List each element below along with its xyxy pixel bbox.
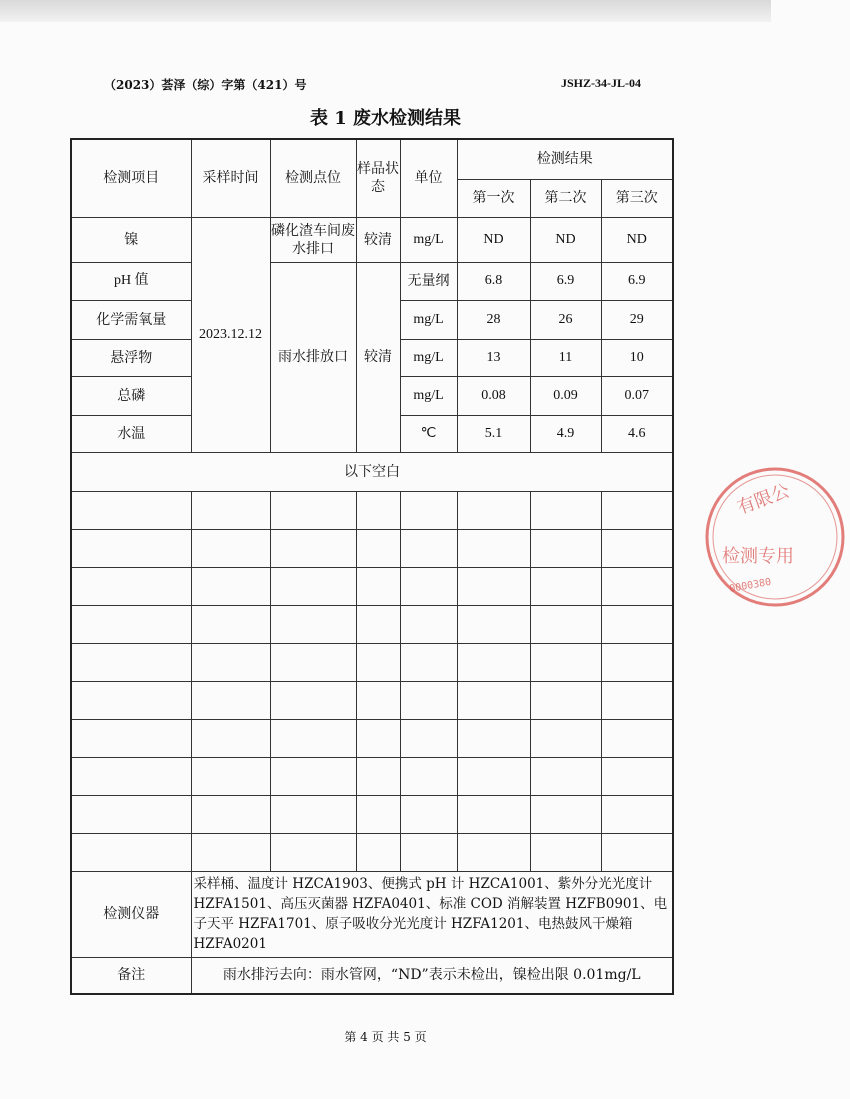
empty-row xyxy=(71,795,673,833)
item-cell: 化学需氧量 xyxy=(71,300,191,339)
empty-row xyxy=(71,643,673,681)
result-cell: 29 xyxy=(601,300,673,339)
header-results: 检测结果 xyxy=(457,139,673,179)
table-row xyxy=(71,262,673,300)
rain-point-cell: 雨水排放口 xyxy=(270,262,356,452)
result-cell: 10 xyxy=(601,339,673,376)
unit-cell: 无量纲 xyxy=(400,262,457,300)
unit-cell: mg/L xyxy=(400,339,457,376)
instruments-label: 检测仪器 xyxy=(71,871,191,957)
item-cell: 悬浮物 xyxy=(71,339,191,376)
item-cell: 水温 xyxy=(71,415,191,452)
remarks-text: 雨水排污去向：雨水管网，“ND”表示未检出，镍检出限 0.01mg/L xyxy=(191,957,673,994)
point-cell: 磷化渣车间废水排口 xyxy=(270,217,356,262)
result-cell: ND xyxy=(530,217,601,262)
document-number: （2023）荟泽（综）字第（421）号 xyxy=(104,78,307,92)
unit-cell: ℃ xyxy=(400,415,457,452)
unit-cell: mg/L xyxy=(400,300,457,339)
item-cell: 镍 xyxy=(71,217,191,262)
state-cell: 较清 xyxy=(356,217,400,262)
item-cell: pH 值 xyxy=(71,262,191,300)
remarks-label: 备注 xyxy=(71,957,191,994)
result-cell: 6.8 xyxy=(457,262,530,300)
result-cell: 4.9 xyxy=(530,415,601,452)
empty-row xyxy=(71,719,673,757)
result-cell: 0.09 xyxy=(530,376,601,415)
wastewater-results-table xyxy=(70,138,674,995)
header-third: 第三次 xyxy=(601,179,673,217)
result-cell: ND xyxy=(601,217,673,262)
instruments-text: 采样桶、温度计 HZCA1903、便携式 pH 计 HZCA1001、紫外分光光度计 HZFA1501、高压灭菌器 HZFA0401、标准 COD 消解装置 HZFB0901、电子天平 HZFA1701、原子吸收分光光度计 HZFA1201、电热鼓风干燥箱 HZFA0201 xyxy=(191,871,673,957)
result-cell: 0.08 xyxy=(457,376,530,415)
empty-row xyxy=(71,833,673,871)
empty-row xyxy=(71,491,673,529)
empty-row xyxy=(71,567,673,605)
unit-cell: mg/L xyxy=(400,217,457,262)
header-first: 第一次 xyxy=(457,179,530,217)
result-cell: 6.9 xyxy=(530,262,601,300)
form-code: JSHZ-34-JL-04 xyxy=(560,76,641,90)
table-title: 表 1 废水检测结果 xyxy=(309,108,462,129)
result-cell: 0.07 xyxy=(601,376,673,415)
document-header xyxy=(104,76,641,93)
svg-text:有限公: 有限公 xyxy=(734,480,793,519)
header-state: 样品状态 xyxy=(356,139,400,217)
item-cell: 总磷 xyxy=(71,376,191,415)
empty-row xyxy=(71,681,673,719)
blank-note: 以下空白 xyxy=(71,452,673,491)
result-cell: 13 xyxy=(457,339,530,376)
sample-date-cell: 2023.12.12 xyxy=(191,217,270,452)
result-cell: 28 xyxy=(457,300,530,339)
header-second: 第二次 xyxy=(530,179,601,217)
page-footer: 第 4 页 共 5 页 xyxy=(344,1030,427,1044)
result-cell: 11 xyxy=(530,339,601,376)
header-time: 采样时间 xyxy=(191,139,270,217)
result-cell: 6.9 xyxy=(601,262,673,300)
header-point: 检测点位 xyxy=(270,139,356,217)
svg-text:0000380: 0000380 xyxy=(728,576,773,595)
table-row xyxy=(71,217,673,262)
rain-state-cell: 较清 xyxy=(356,262,400,452)
result-cell: 4.6 xyxy=(601,415,673,452)
company-seal-stamp xyxy=(700,462,850,612)
header-unit: 单位 xyxy=(400,139,457,217)
header-item: 检测项目 xyxy=(71,139,191,217)
result-cell: ND xyxy=(457,217,530,262)
unit-cell: mg/L xyxy=(400,376,457,415)
result-cell: 5.1 xyxy=(457,415,530,452)
empty-row xyxy=(71,605,673,643)
empty-row xyxy=(71,529,673,567)
result-cell: 26 xyxy=(530,300,601,339)
svg-text:检测专用: 检测专用 xyxy=(722,546,794,567)
scan-top-band xyxy=(0,0,771,22)
empty-row xyxy=(71,757,673,795)
